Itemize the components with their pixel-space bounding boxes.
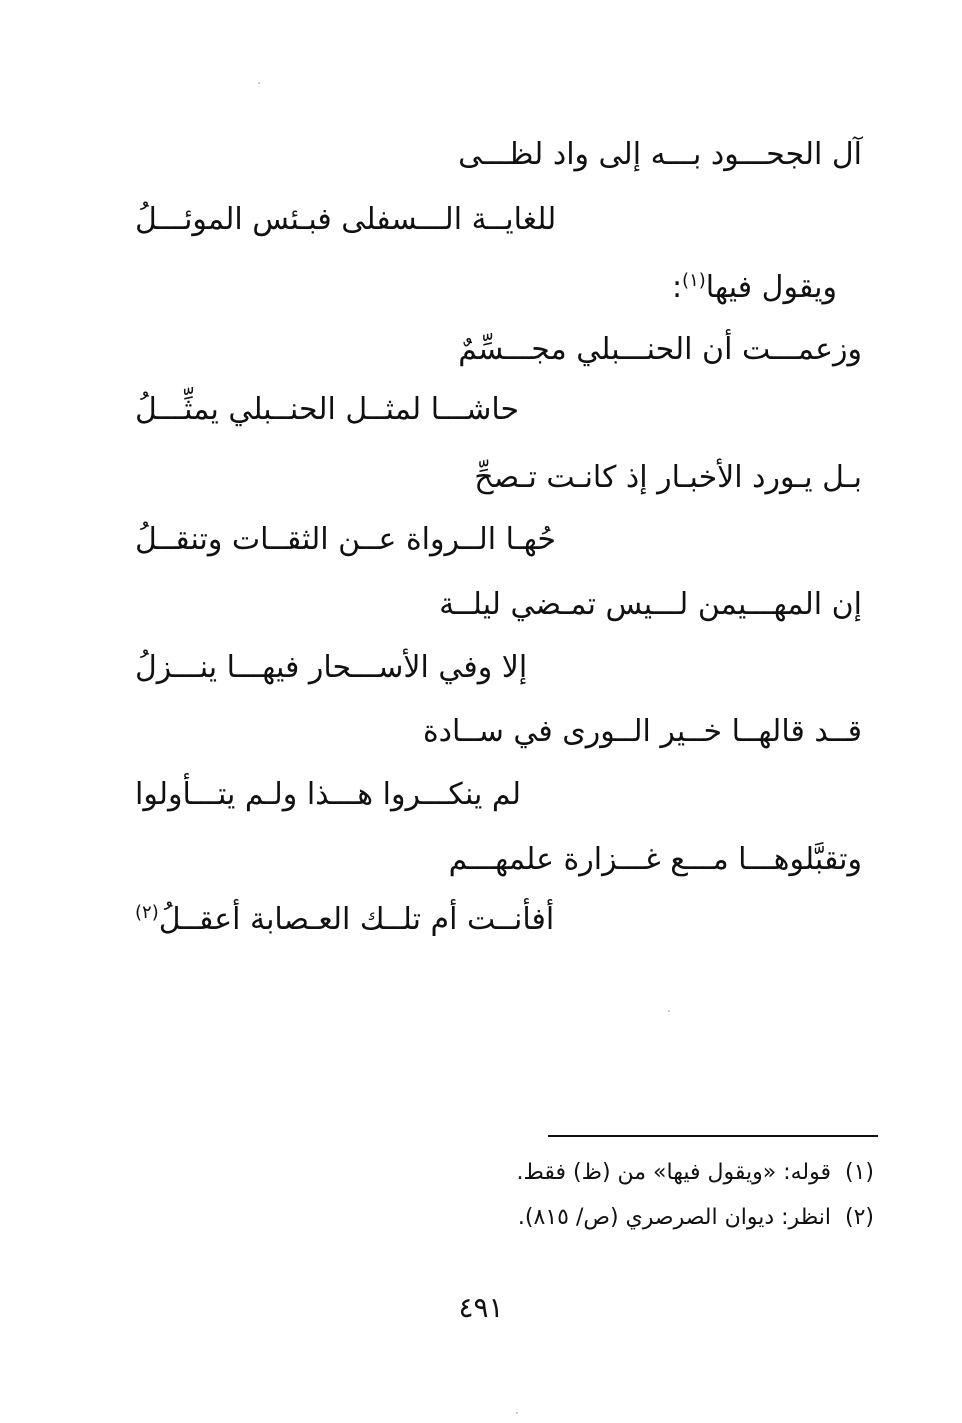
scan-speck	[258, 82, 260, 84]
scan-speck	[516, 1412, 518, 1414]
scan-speck	[668, 1010, 670, 1012]
footnote-text: قوله: «ويقول فيها» من (ظ) فقط.	[516, 1160, 831, 1185]
footnote-text: انظر: ديوان الصرصري (ص/ ٨١٥).	[517, 1205, 831, 1230]
verse-line: إن المهـــيمن لـــيس تمـضي ليلــة	[439, 587, 862, 622]
verse-line: قــد قالهــا خــير الــورى في ســادة	[422, 714, 862, 749]
verse-line: لم ينكـــروا هـــذا ولـم يتـــأولوا	[135, 777, 521, 812]
verse-line: أفأنــت أم تلــك العـصابة أعقــلُ$^{(٢)}$	[135, 902, 555, 937]
footnote-number: (٢)	[844, 1205, 874, 1230]
footnote-separator	[548, 1135, 878, 1137]
footnote	[517, 1158, 874, 1188]
verse-line: حُهـا الــرواة عــن الثقــات وتنقــلُ	[135, 522, 556, 557]
footnote-number: (١)	[844, 1160, 874, 1185]
prose-line: ويقول فيها$^{(١)}$:	[671, 270, 837, 305]
verse-line: للغايــة الـــسفلى فبـئس الموئـــلُ	[135, 202, 557, 237]
footnote-reference: (٢)	[135, 902, 159, 923]
footnote	[518, 1203, 874, 1233]
page-number: ٤٩١	[458, 1291, 504, 1324]
verse-line: آل الجحـــود بـــه إلى واد لظـــى	[458, 137, 862, 172]
verse-line: إلا وفي الأســـحار فيهـــا ينـــزلُ	[135, 650, 528, 685]
footnote-reference: (١)	[682, 270, 706, 291]
verse-line: بـل يـورد الأخبـار إذ كانـت تـصحِّ	[474, 460, 862, 495]
verse-line: وزعمـــت أن الحنـــبلي مجـــسِّمٌ	[458, 332, 862, 367]
verse-line: وتقبَّلوهـــا مـــع غـــزارة علمهـــم	[448, 842, 862, 877]
verse-line: حاشـــا لمثــل الحنــبلي يمثِّـــلُ	[135, 392, 520, 427]
